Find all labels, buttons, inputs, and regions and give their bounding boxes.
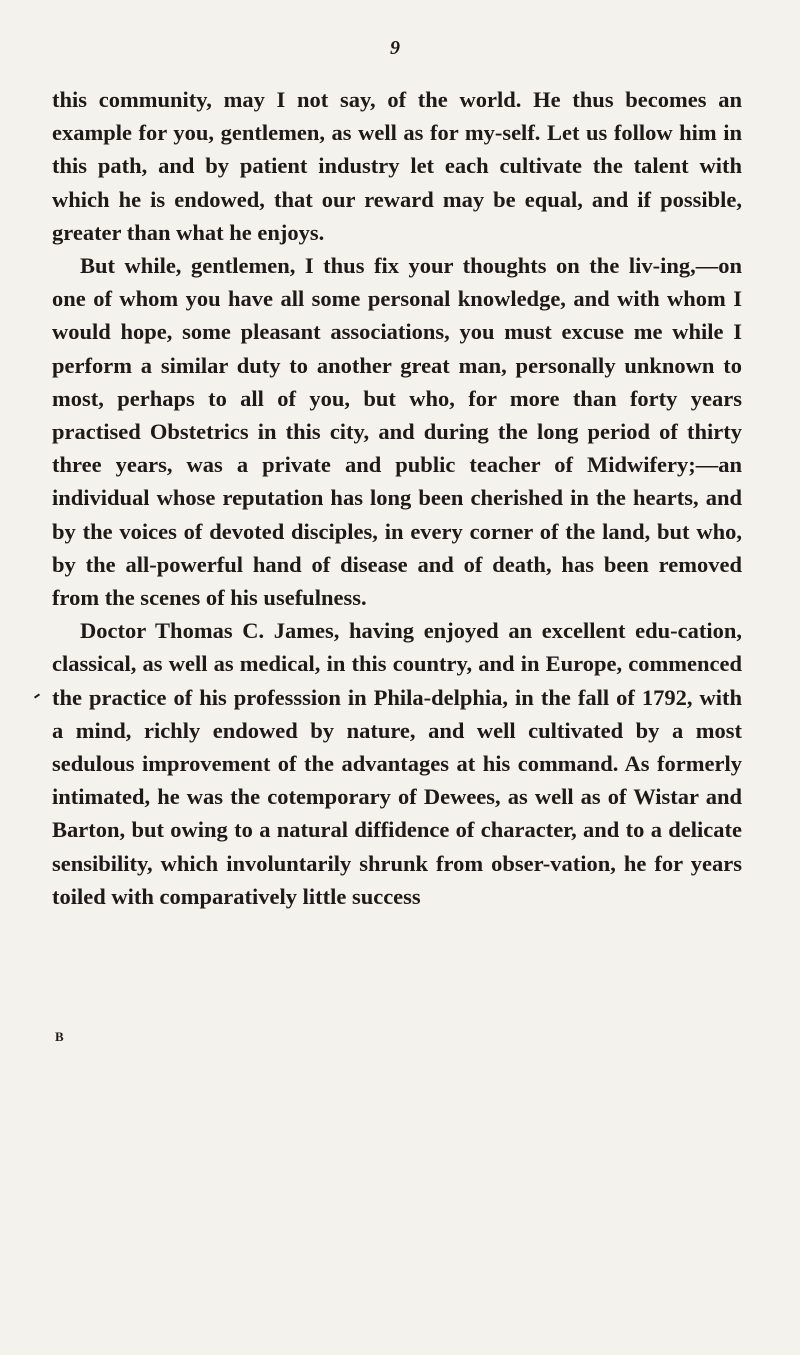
paragraph-1: this community, may I not say, of the world. He thus becomes an example for you, gentlemen, as well as for my-self. Let us follow him in this path, and by patient industry let each cultivate the talent with which he is endowed, that our reward may be equal, and if possible, greater than what he enjoys. bbox=[52, 87, 742, 245]
page-number: 9 bbox=[390, 37, 400, 59]
body-text bbox=[52, 83, 742, 913]
signature-mark: B bbox=[55, 1029, 64, 1044]
paragraph-2: But while, gentlemen, I thus fix your thoughts on the liv-ing,—on one of whom you have all some personal knowledge, and with whom I would hope, some pleasant associations, you must excuse me while I perform a similar duty to another great man, personally unknown to most, perhaps to all of you, but who, for more than forty years practised Obstetrics in this city, and during the long period of thirty three years, was a private and public teacher of Midwifery;—an individual whose reputation has long been cherished in the hearts, and by the voices of devoted disciples, in every corner of the land, but who, by the all-powerful hand of disease and of death, has been removed from the scenes of his usefulness. bbox=[52, 253, 742, 611]
paragraph-3: Doctor Thomas C. James, having enjoyed an excellent edu-cation, classical, as well as medical, in this country, and in Europe, commenced the practice of his professsion in Phila-delphia, in the fall of 1792, with a mind, richly endowed by nature, and well cultivated by a most sedulous improvement of the advantages at his command. As formerly intimated, he was the cotemporary of Dewees, as well as of Wistar and Barton, but owing to a natural diffidence of character, and to a delicate sensibility, which involuntarily shrunk from obser-vation, he for years toiled with comparatively little success bbox=[52, 618, 742, 909]
margin-mark bbox=[34, 693, 40, 698]
